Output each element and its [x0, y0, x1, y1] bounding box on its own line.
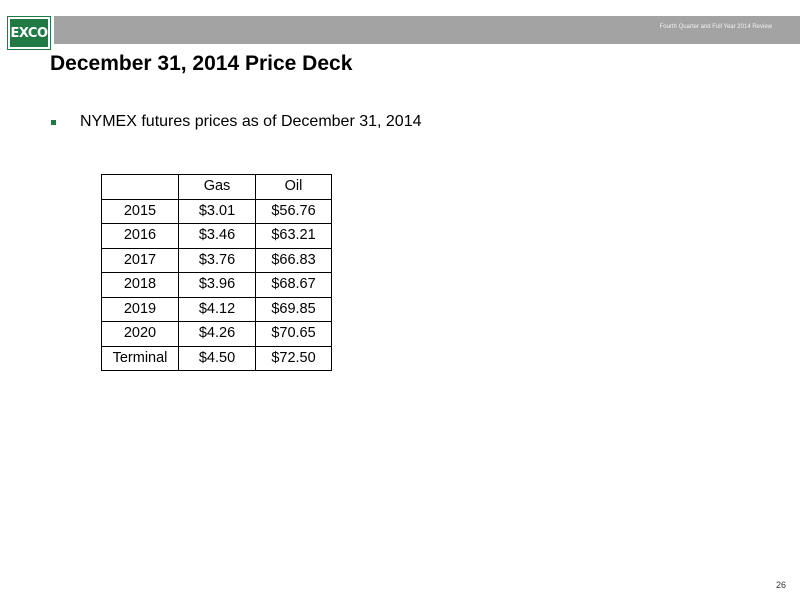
table-cell-gas: $3.46: [179, 224, 256, 249]
page-number: 26: [775, 580, 786, 590]
exco-logo: [8, 17, 50, 49]
table-cell-year: 2015: [102, 199, 179, 224]
square-bullet-icon: [51, 120, 56, 125]
table-cell-oil: $68.67: [256, 273, 332, 298]
table-row: [102, 248, 332, 273]
table-cell-oil: $70.65: [256, 322, 332, 347]
table-cell-year: 2017: [102, 248, 179, 273]
table-cell-oil: $56.76: [256, 199, 332, 224]
table-cell-oil: $72.50: [256, 346, 332, 371]
table-row: [102, 322, 332, 347]
table-header-cell: [102, 175, 179, 200]
table-row: [102, 199, 332, 224]
table-row: [102, 297, 332, 322]
table-cell-gas: $3.01: [179, 199, 256, 224]
header-bar: [54, 16, 800, 44]
table-cell-year: 2016: [102, 224, 179, 249]
header-subtitle: Fourth Quarter and Full Year 2014 Review: [659, 24, 772, 30]
table-cell-gas: $3.76: [179, 248, 256, 273]
table-cell-year: Terminal: [102, 346, 179, 371]
table-header-gas: Gas: [179, 175, 256, 200]
table-cell-year: 2020: [102, 322, 179, 347]
table-row: [102, 273, 332, 298]
table-cell-year: 2019: [102, 297, 179, 322]
table-cell-gas: $3.96: [179, 273, 256, 298]
table-cell-oil: $63.21: [256, 224, 332, 249]
table-cell-year: 2018: [102, 273, 179, 298]
slide-title: December 31, 2014 Price Deck: [50, 52, 353, 75]
table-row: [102, 224, 332, 249]
price-deck-table: [101, 174, 332, 371]
table-cell-gas: $4.50: [179, 346, 256, 371]
table-cell-gas: $4.12: [179, 297, 256, 322]
table-header-row: [102, 175, 332, 200]
bullet-text: NYMEX futures prices as of December 31, 2014: [80, 113, 422, 130]
table-cell-oil: $69.85: [256, 297, 332, 322]
table-row: [102, 346, 332, 371]
logo-text: EXCO: [10, 25, 48, 41]
table-cell-oil: $66.83: [256, 248, 332, 273]
bullet-item: [50, 113, 422, 131]
table-header-oil: Oil: [256, 175, 332, 200]
table-cell-gas: $4.26: [179, 322, 256, 347]
